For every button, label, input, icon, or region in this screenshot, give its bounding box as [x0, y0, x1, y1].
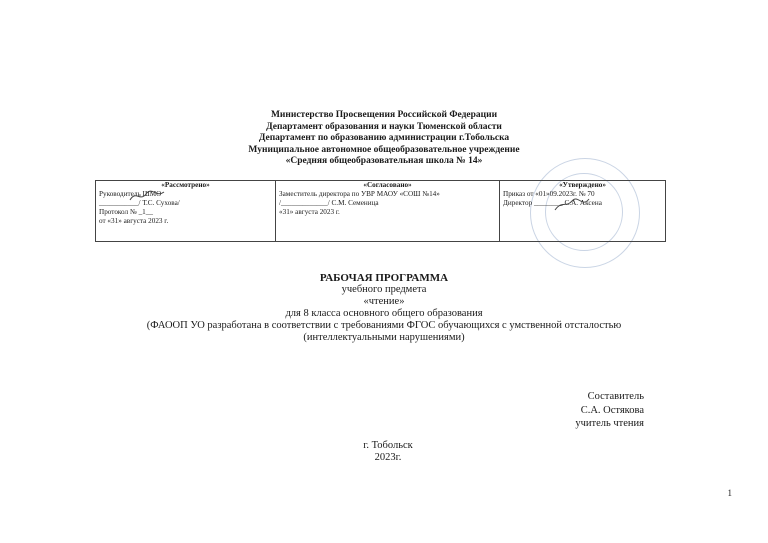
author-name: С.А. Остякова — [580, 404, 644, 416]
considered-cell — [96, 181, 276, 241]
agreed-line: /_____________/ С.М. Семеница — [279, 199, 379, 207]
author-block — [575, 390, 644, 431]
program-line: (интеллектуальными нарушениями) — [303, 332, 465, 343]
department-line: Департамент образования и науки Тюменской области — [266, 121, 502, 132]
program-title: РАБОЧАЯ ПРОГРАММА — [319, 272, 449, 284]
city-department-line: Департамент по образованию администрации г.Тобольска — [258, 133, 510, 144]
author-role-heading: Составитель — [587, 391, 644, 402]
approved-heading: «Утверждено» — [559, 181, 606, 189]
year: 2023г. — [374, 452, 402, 463]
institution-type-line: Муниципальное автономное общеобразовательное учреждение — [248, 144, 520, 155]
author-position: учитель чтения — [575, 418, 644, 429]
signature-mark — [128, 188, 168, 204]
approved-line: Приказ от «01»09.2023г. № 70 — [503, 190, 595, 198]
agreed-cell — [276, 181, 500, 241]
organization-header — [0, 110, 768, 168]
program-line: (ФАООП УО разработана в соответствии с требованиями ФГОС обучающихся с умственной отсталостью — [146, 320, 622, 331]
program-title-block — [0, 272, 768, 344]
considered-line: Протокол № _1__ — [99, 208, 153, 216]
agreed-heading: «Согласовано» — [363, 181, 412, 189]
city-year-block — [0, 440, 768, 464]
program-line: учебного предмета — [341, 284, 427, 295]
page-number: 1 — [727, 488, 732, 498]
city: г. Тобольск — [363, 440, 413, 451]
program-line: для 8 класса основного общего образования — [285, 308, 483, 319]
approved-line: Директор ________ С.А. Аксена — [503, 199, 602, 207]
school-name-line: «Средняя общеобразовательная школа № 14» — [285, 156, 483, 167]
considered-heading: «Рассмотрено» — [161, 181, 210, 189]
agreed-line: Заместитель директора по УВР МАОУ «СОШ №14» — [279, 190, 440, 198]
considered-line: от «31» августа 2023 г. — [99, 217, 169, 225]
agreed-line: «31» августа 2023 г. — [279, 208, 340, 216]
director-signature-mark — [552, 196, 592, 214]
ministry-line: Министерство Просвещения Российской Федерации — [270, 110, 498, 120]
program-line: «чтение» — [363, 296, 405, 307]
considered-line: ___________/ Т.С. Сухова/ — [99, 199, 180, 207]
considered-line: Руководитель ШМО — [99, 190, 162, 198]
